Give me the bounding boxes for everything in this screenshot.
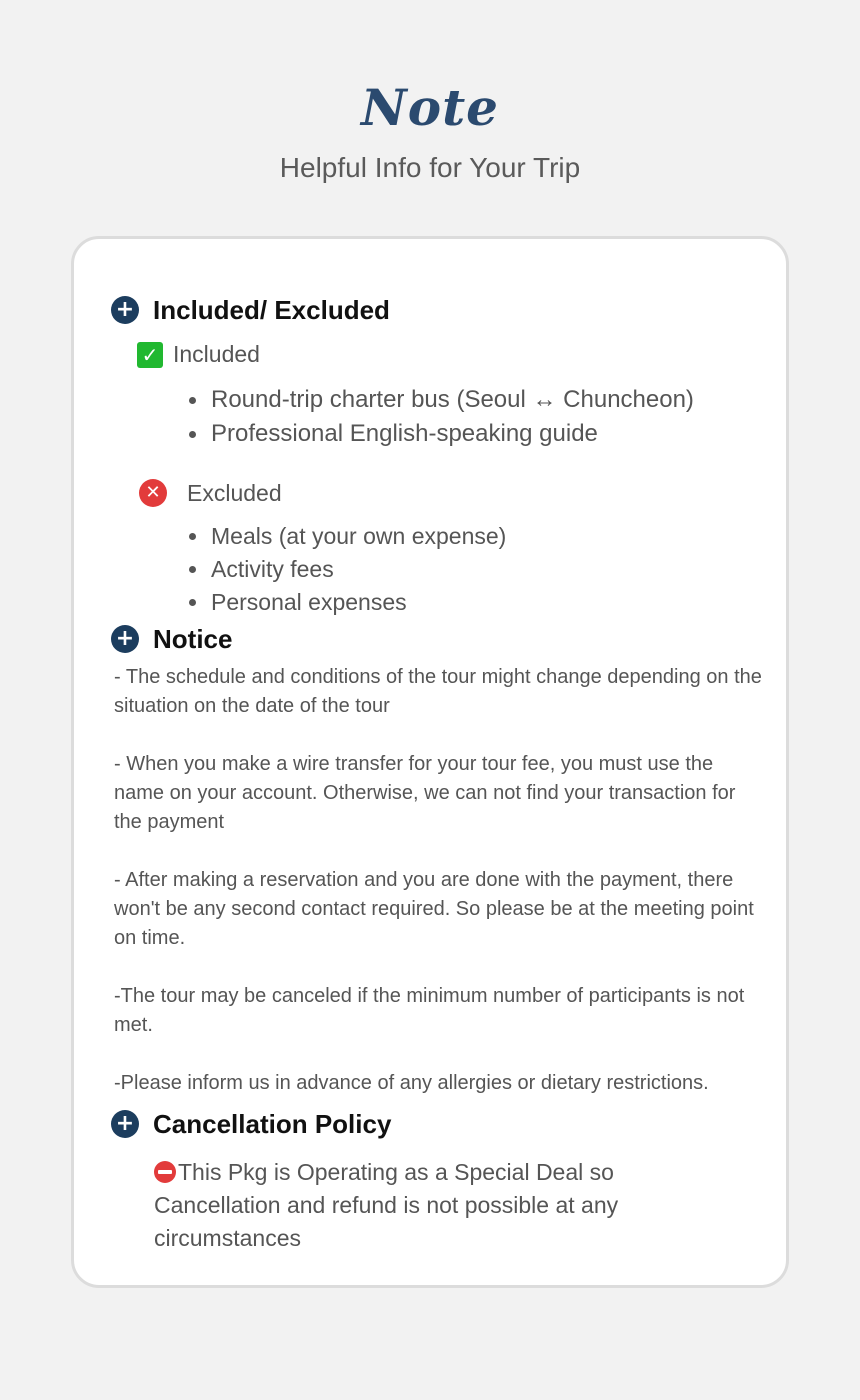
notice-paragraph: - The schedule and conditions of the tour might change depending on the situation on the date of the tour (114, 666, 762, 717)
notice-paragraph: - When you make a wire transfer for your tour fee, you must use the name on your account. Otherwise, we can not find your transaction for the payment (114, 753, 736, 833)
section-notice (111, 623, 232, 655)
section-included-excluded (111, 294, 390, 326)
list-item: Personal expenses (189, 586, 506, 619)
page-header (0, 78, 860, 186)
list-item: Meals (at your own expense) (189, 520, 506, 553)
included-list (189, 383, 694, 451)
section-title-notice: Notice (153, 624, 233, 654)
plus-circle-icon: + (111, 625, 139, 653)
list-item: Round-trip charter bus (Seoul ↔ Chuncheon) (189, 383, 694, 417)
info-card (71, 236, 789, 1288)
cancellation-text (154, 1156, 714, 1255)
plus-circle-icon: + (111, 296, 139, 324)
section-title-included-excluded: Included/ Excluded (153, 295, 390, 325)
excluded-list (189, 520, 506, 619)
notice-paragraph: - After making a reservation and you are done with the payment, there won't be any second contact required. So please be at the meeting point on time. (114, 869, 754, 949)
included-label: Included (173, 341, 260, 367)
notice-paragraph: -Please inform us in advance of any allergies or dietary restrictions. (114, 1072, 709, 1094)
excluded-label: Excluded (187, 479, 282, 506)
list-item: Activity fees (189, 553, 506, 586)
section-title-cancellation: Cancellation Policy (153, 1109, 392, 1139)
page-title: Note (361, 78, 499, 137)
plus-circle-icon: + (111, 1110, 139, 1138)
page-subtitle: Helpful Info for Your Trip (279, 152, 581, 183)
no-entry-icon (154, 1161, 176, 1183)
list-item: Professional English-speaking guide (189, 417, 694, 451)
notice-paragraph: -The tour may be canceled if the minimum number of participants is not met. (114, 985, 745, 1036)
section-cancellation-policy (111, 1108, 391, 1140)
cancellation-policy-text: This Pkg is Operating as a Special Deal so Cancellation and refund is not possible at any circumstances (154, 1159, 619, 1251)
check-box-icon: ✓ (137, 342, 163, 368)
included-subheading (137, 341, 260, 368)
x-circle-icon: ✕ (139, 479, 167, 507)
excluded-subheading (139, 479, 282, 507)
notice-text (114, 663, 764, 1098)
